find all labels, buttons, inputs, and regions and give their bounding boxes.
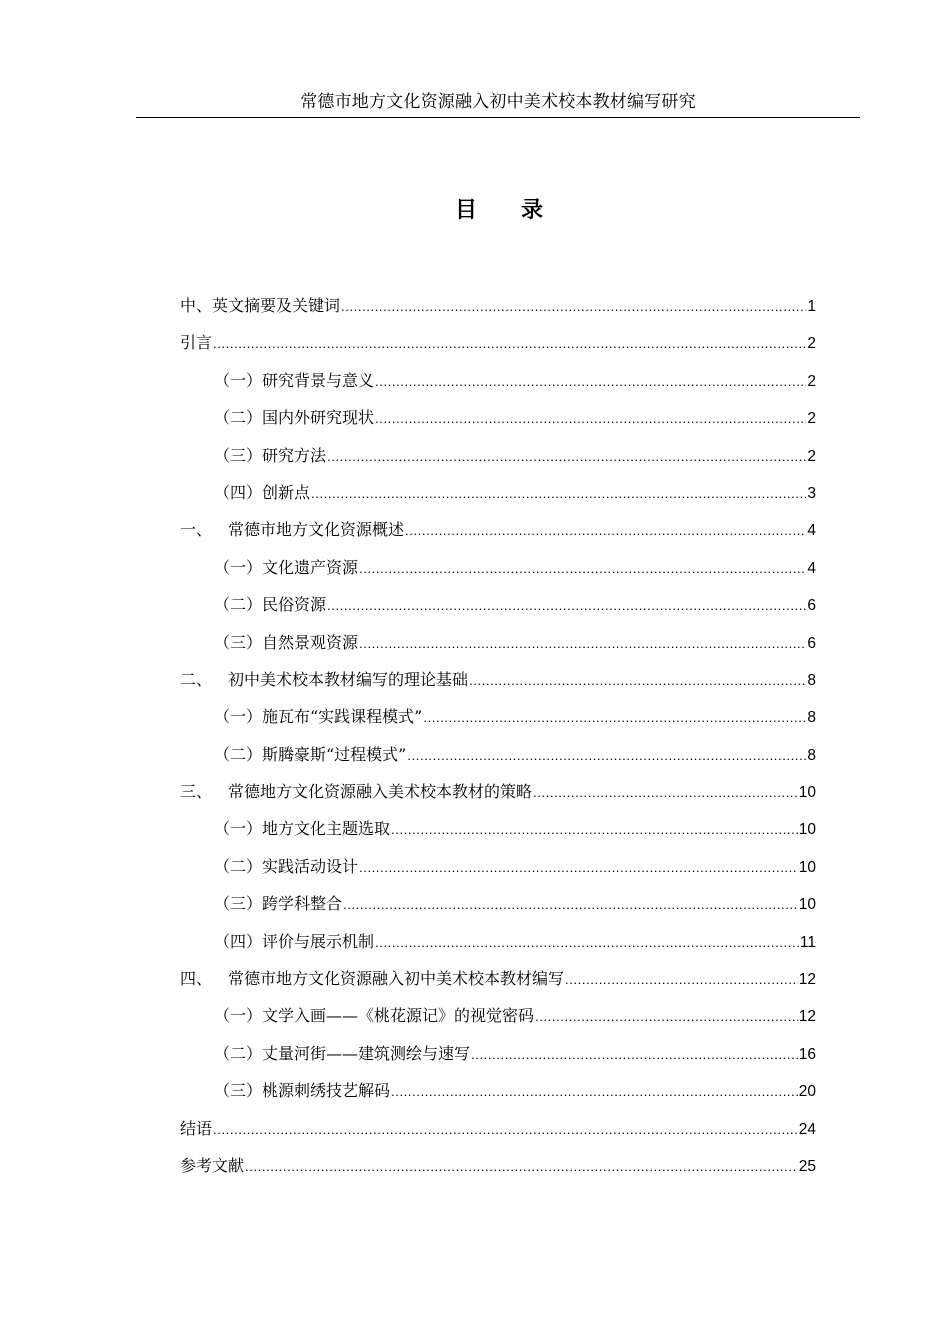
toc-entry-label: （一）地方文化主题选取 [214, 819, 391, 839]
toc-entry-1-1[interactable] [180, 549, 816, 586]
toc-entry-label: （二）民俗资源 [214, 595, 327, 615]
toc-entry-label: （四）创新点 [214, 482, 311, 502]
dot-leader [359, 849, 798, 886]
toc-entry-3-4[interactable] [180, 923, 816, 960]
toc-heading-char-2: 录 [521, 198, 544, 223]
toc-entry-4-3[interactable] [180, 1072, 816, 1109]
dot-leader [327, 438, 806, 475]
toc-entry-page: 10 [798, 821, 816, 839]
dot-leader [375, 363, 806, 400]
toc-entry-label [180, 511, 404, 548]
toc-entry-1-2[interactable] [180, 586, 816, 623]
dot-leader [343, 886, 798, 923]
toc-entry-page: 10 [798, 896, 816, 914]
toc-entry-page: 11 [799, 933, 816, 951]
toc-entry-2-1[interactable] [180, 698, 816, 735]
toc-entry-intro-innovation[interactable] [180, 474, 816, 511]
toc-entry-page: 2 [807, 447, 816, 465]
dot-leader [375, 924, 799, 961]
dot-leader [407, 737, 806, 774]
toc-entry-intro-literature[interactable] [180, 399, 816, 436]
toc-entry-label: 中、英文摘要及关键词 [180, 296, 341, 315]
chapter-title: 初中美术校本教材编写的理论基础 [228, 669, 469, 689]
toc-entry-page: 4 [807, 559, 816, 577]
header-divider [136, 117, 860, 118]
dot-leader [213, 325, 806, 362]
toc-entry-introduction[interactable] [180, 324, 816, 361]
toc-entry-page: 20 [798, 1083, 816, 1101]
toc-entry-label: （二）斯腾豪斯“过程模式” [214, 744, 407, 764]
dot-leader [327, 587, 806, 624]
toc-entry-label: （三）自然景观资源 [214, 632, 359, 652]
toc-entry-chapter-3[interactable] [180, 773, 816, 810]
toc-entry-4-1[interactable] [180, 997, 816, 1034]
toc-entry-label: （三）跨学科整合 [214, 894, 343, 914]
toc-entry-4-2[interactable] [180, 1035, 816, 1072]
dot-leader [311, 475, 806, 512]
dot-leader [565, 961, 798, 998]
toc-entry-chapter-1[interactable] [180, 511, 816, 548]
chapter-title: 常德市地方文化资源概述 [228, 520, 405, 540]
toc-entry-label: 参考文献 [180, 1155, 245, 1175]
toc-entry-page: 2 [807, 410, 816, 428]
chapter-number: 三、 [180, 782, 213, 802]
toc-entry-chapter-4[interactable] [180, 960, 816, 997]
dot-leader [391, 811, 798, 848]
toc-entry-1-3[interactable] [180, 624, 816, 661]
chapter-title: 常德市地方文化资源融入初中美术校本教材编写 [228, 969, 565, 989]
dot-leader [359, 625, 806, 662]
toc-entry-label: （三）研究方法 [214, 445, 327, 465]
toc-entry-label: （二）丈量河街——建筑测绘与速写 [214, 1043, 471, 1063]
toc-entry-label: （四）评价与展示机制 [214, 931, 375, 951]
chapter-number: 一、 [180, 520, 213, 540]
toc-entry-label [180, 661, 468, 698]
dot-leader [469, 662, 806, 699]
running-header: 常德市地方文化资源融入初中美术校本教材编写研究 [300, 92, 696, 112]
toc-entry-conclusion[interactable] [180, 1110, 816, 1147]
chapter-number: 二、 [180, 669, 213, 689]
toc-entry-label: 结语 [180, 1118, 213, 1138]
toc-entry-label: （一）研究背景与意义 [214, 370, 375, 390]
toc-entry-page: 3 [807, 484, 816, 502]
toc-entry-page: 25 [798, 1157, 816, 1175]
toc-entry-label [180, 960, 564, 997]
toc-heading [0, 194, 950, 228]
toc-entry-abstract[interactable] [180, 287, 816, 324]
toc-entry-intro-background[interactable] [180, 362, 816, 399]
toc-entry-page: 24 [798, 1120, 816, 1138]
dot-leader [535, 998, 798, 1035]
toc-entry-label: （一）文化遗产资源 [214, 557, 359, 577]
dot-leader [471, 1036, 798, 1073]
table-of-contents [180, 287, 816, 1184]
toc-entry-page: 8 [807, 671, 816, 689]
toc-entry-label: （一）施瓦布“实践课程模式” [214, 707, 423, 727]
toc-entry-page: 1 [807, 298, 816, 315]
dot-leader [375, 400, 806, 437]
toc-entry-2-2[interactable] [180, 736, 816, 773]
toc-entry-page: 2 [807, 372, 816, 390]
dot-leader [533, 774, 798, 811]
toc-entry-page: 10 [798, 858, 816, 876]
dot-leader [359, 550, 806, 587]
toc-entry-page: 2 [807, 335, 816, 353]
dot-leader [423, 699, 806, 736]
toc-entry-label: （二）实践活动设计 [214, 856, 359, 876]
toc-entry-intro-methods[interactable] [180, 437, 816, 474]
toc-entry-label: （一）文学入画——《桃花源记》的视觉密码 [214, 1006, 535, 1026]
dot-leader [405, 512, 806, 549]
chapter-number: 四、 [180, 969, 213, 989]
toc-entry-page: 12 [798, 1008, 816, 1026]
toc-entry-page: 8 [807, 709, 816, 727]
dot-leader [391, 1073, 798, 1110]
chapter-title: 常德地方文化资源融入美术校本教材的策略 [228, 782, 533, 802]
toc-entry-chapter-2[interactable] [180, 661, 816, 698]
toc-entry-references[interactable] [180, 1147, 816, 1184]
toc-entry-label: （二）国内外研究现状 [214, 408, 375, 428]
toc-entry-3-3[interactable] [180, 885, 816, 922]
toc-entry-page: 6 [807, 597, 816, 615]
toc-entry-label: （三）桃源刺绣技艺解码 [214, 1081, 391, 1101]
dot-leader [213, 1111, 798, 1148]
dot-leader [341, 288, 806, 325]
dot-leader [245, 1148, 798, 1185]
toc-entry-page: 12 [798, 971, 816, 989]
toc-entry-label: 引言 [180, 333, 213, 353]
toc-entry-label [180, 773, 532, 810]
toc-heading-char-1: 目 [454, 198, 477, 223]
toc-entry-page: 16 [798, 1045, 816, 1063]
toc-entry-page: 10 [798, 784, 816, 802]
toc-entry-page: 4 [807, 522, 816, 540]
toc-entry-page: 8 [807, 746, 816, 764]
toc-entry-3-2[interactable] [180, 848, 816, 885]
toc-entry-3-1[interactable] [180, 810, 816, 847]
toc-entry-page: 6 [807, 634, 816, 652]
